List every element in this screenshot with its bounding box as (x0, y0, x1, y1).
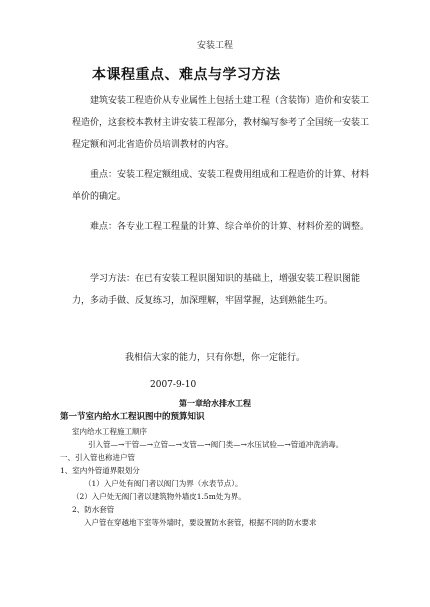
chapter-heading: 第一章给水排水工程 (179, 398, 251, 408)
body-line: （2）入户处无阀门者以建筑物外墙皮1.5m处为界。 (72, 492, 246, 501)
section-heading: 第一节室内给水工程识图中的预算知识 (60, 412, 205, 422)
body-line: 2、防水套管 (72, 505, 115, 514)
body-line: 一、引入管也称进户管 (60, 453, 135, 462)
closing-line: 我相信大家的能力，只有你想，你一定能行。 (124, 353, 305, 363)
body-line: 入户管在穿越地下室等外墙时，要设置防水套管，根据不同的防水要求 (84, 518, 317, 527)
body-line: 室内给水工程施工顺序 (72, 427, 147, 436)
date-line: 2007-9-10 (150, 380, 197, 390)
body-line: （1）入户处有阀门者以阀门为界（水表节点）。 (84, 479, 243, 488)
body-line: 1、室内外管道界限划分 (60, 466, 140, 475)
difficulties-paragraph: 难点：各专业工程工程量的计算、综合单价的计算、材料价差的调整。 (90, 222, 370, 232)
page-title: 本课程重点、难点与学习方法 (92, 67, 281, 83)
body-line: 引入管—→干管—→立管—→支管—→阀门类—→水压试验—→管道冲洗消毒。 (88, 440, 344, 449)
page-header: 安装工程 (196, 41, 233, 51)
key-points-paragraph: 重点：安装工程定额组成、安装工程费用组成和工程造价的计算、材料单价的确定。 (72, 170, 370, 202)
intro-paragraph: 建筑安装工程造价从专业属性上包括土建工程（含装饰）造价和安装工程造价，这套校本教材主讲安装工程部分，教材编写参考了全国统一安装工程定额和河北省造价员培训教材的内容。 (72, 96, 370, 150)
study-method-paragraph: 学习方法：在已有安装工程识图知识的基础上，增强安装工程识图能力，多动手做、反复练习，加深理解，牢固掌握，达到熟能生巧。 (72, 274, 361, 306)
